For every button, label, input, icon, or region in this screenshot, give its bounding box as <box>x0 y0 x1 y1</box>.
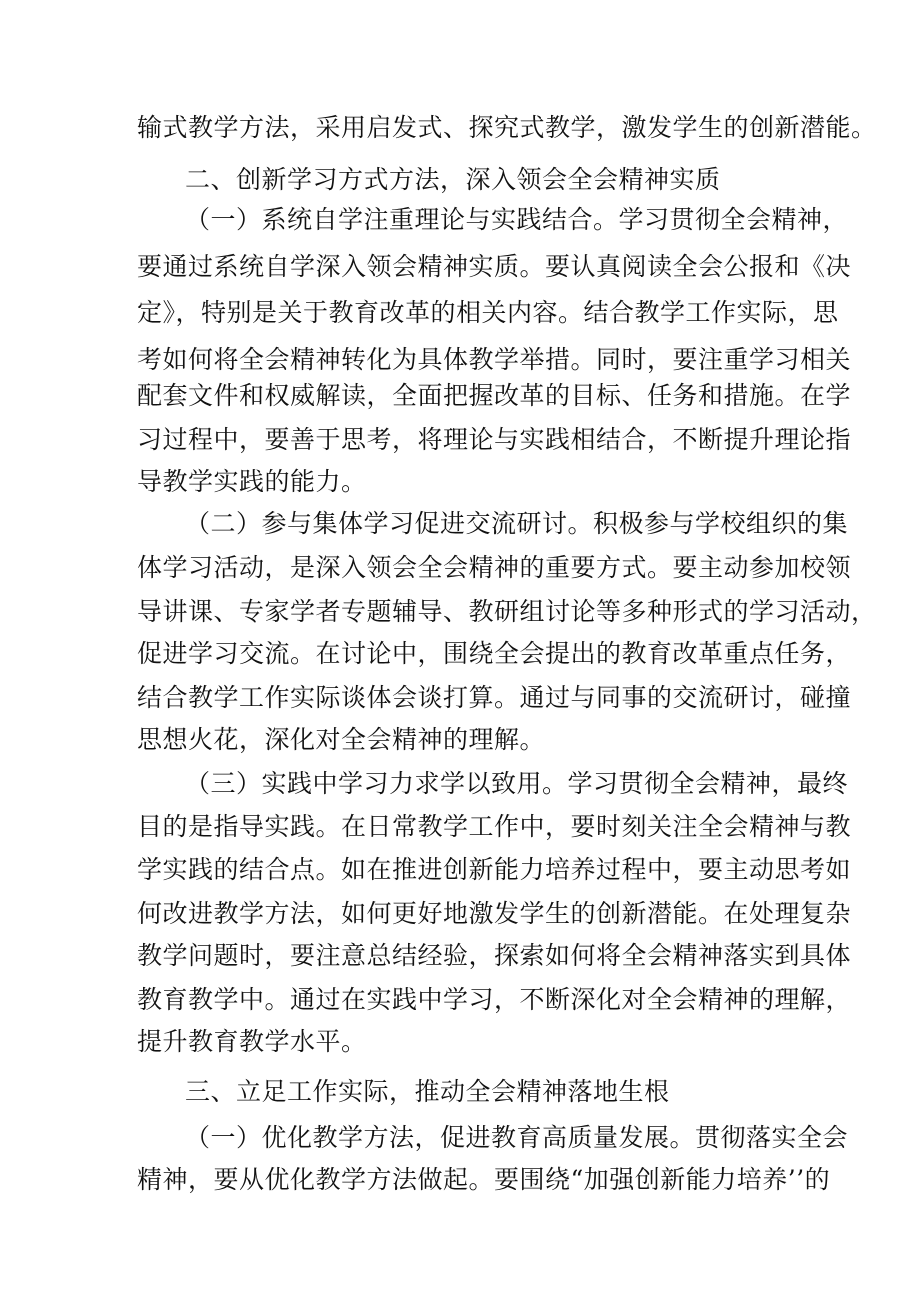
text-line: 精神，要从优化教学方法做起。要围绕“加强创新能力培养’’的 <box>137 1165 831 1194</box>
text-line: 教育教学中。通过在实践中学习，不断深化对全会精神的理解， <box>137 985 852 1014</box>
text-line: 要通过系统自学深入领会精神实质。要认真阅读全会公报和《决 <box>137 252 852 281</box>
section-heading-2: 二、创新学习方式方法，深入领会全会精神实质 <box>185 165 721 194</box>
text-line: （二）参与集体学习促进交流研讨。积极参与学校组织的集 <box>185 509 849 538</box>
text-line: 思想火花，深化对全会精神的理解。 <box>137 725 546 754</box>
text-line: 结合教学工作实际谈体会谈打算。通过与同事的交流研讨，碰撞 <box>137 683 852 712</box>
text-line: 体学习活动，是深入领会全会精神的重要方式。要主动参加校领 <box>137 553 852 582</box>
text-line: 导讲课、专家学者专题辅导、教研组讨论等多种形式的学习活动， <box>137 597 877 626</box>
section-heading-3: 三、立足工作实际，推动全会精神落地生根 <box>185 1077 670 1106</box>
text-line: 输式教学方法，采用启发式、探究式教学，激发学生的创新潜能。 <box>137 113 877 142</box>
text-line: 何改进教学方法，如何更好地激发学生的创新潜能。在处理复杂 <box>137 899 852 928</box>
text-line: 提升教育教学水平。 <box>137 1027 367 1056</box>
text-line: 导教学实践的能力。 <box>137 467 367 496</box>
text-line: 教学问题时，要注意总结经验，探索如何将全会精神落实到具体 <box>137 941 852 970</box>
text-line: （一）系统自学注重理论与实践结合。学习贯彻全会精神， <box>185 205 849 234</box>
text-line: （一）优化教学方法，促进教育高质量发展。贯彻落实全会 <box>185 1123 849 1152</box>
text-line: 配套文件和权威解读，全面把握改革的目标、任务和措施。在学 <box>137 381 852 410</box>
text-line: （三）实践中学习力求学以致用。学习贯彻全会精神，最终 <box>185 769 849 798</box>
text-line: 考如何将全会精神转化为具体教学举措。同时，要注重学习相关 <box>137 345 852 374</box>
text-line: 定》，特别是关于教育改革的相关内容。结合教学工作实际，思 <box>137 298 839 327</box>
text-line: 习过程中，要善于思考，将理论与实践相结合，不断提升理论指 <box>137 425 852 454</box>
text-line: 学实践的结合点。如在推进创新能力培养过程中，要主动思考如 <box>137 855 852 884</box>
text-line: 目的是指导实践。在日常教学工作中，要时刻关注全会精神与教 <box>137 812 852 841</box>
text-line: 促进学习交流。在讨论中，围绕全会提出的教育改革重点任务， <box>137 639 852 668</box>
